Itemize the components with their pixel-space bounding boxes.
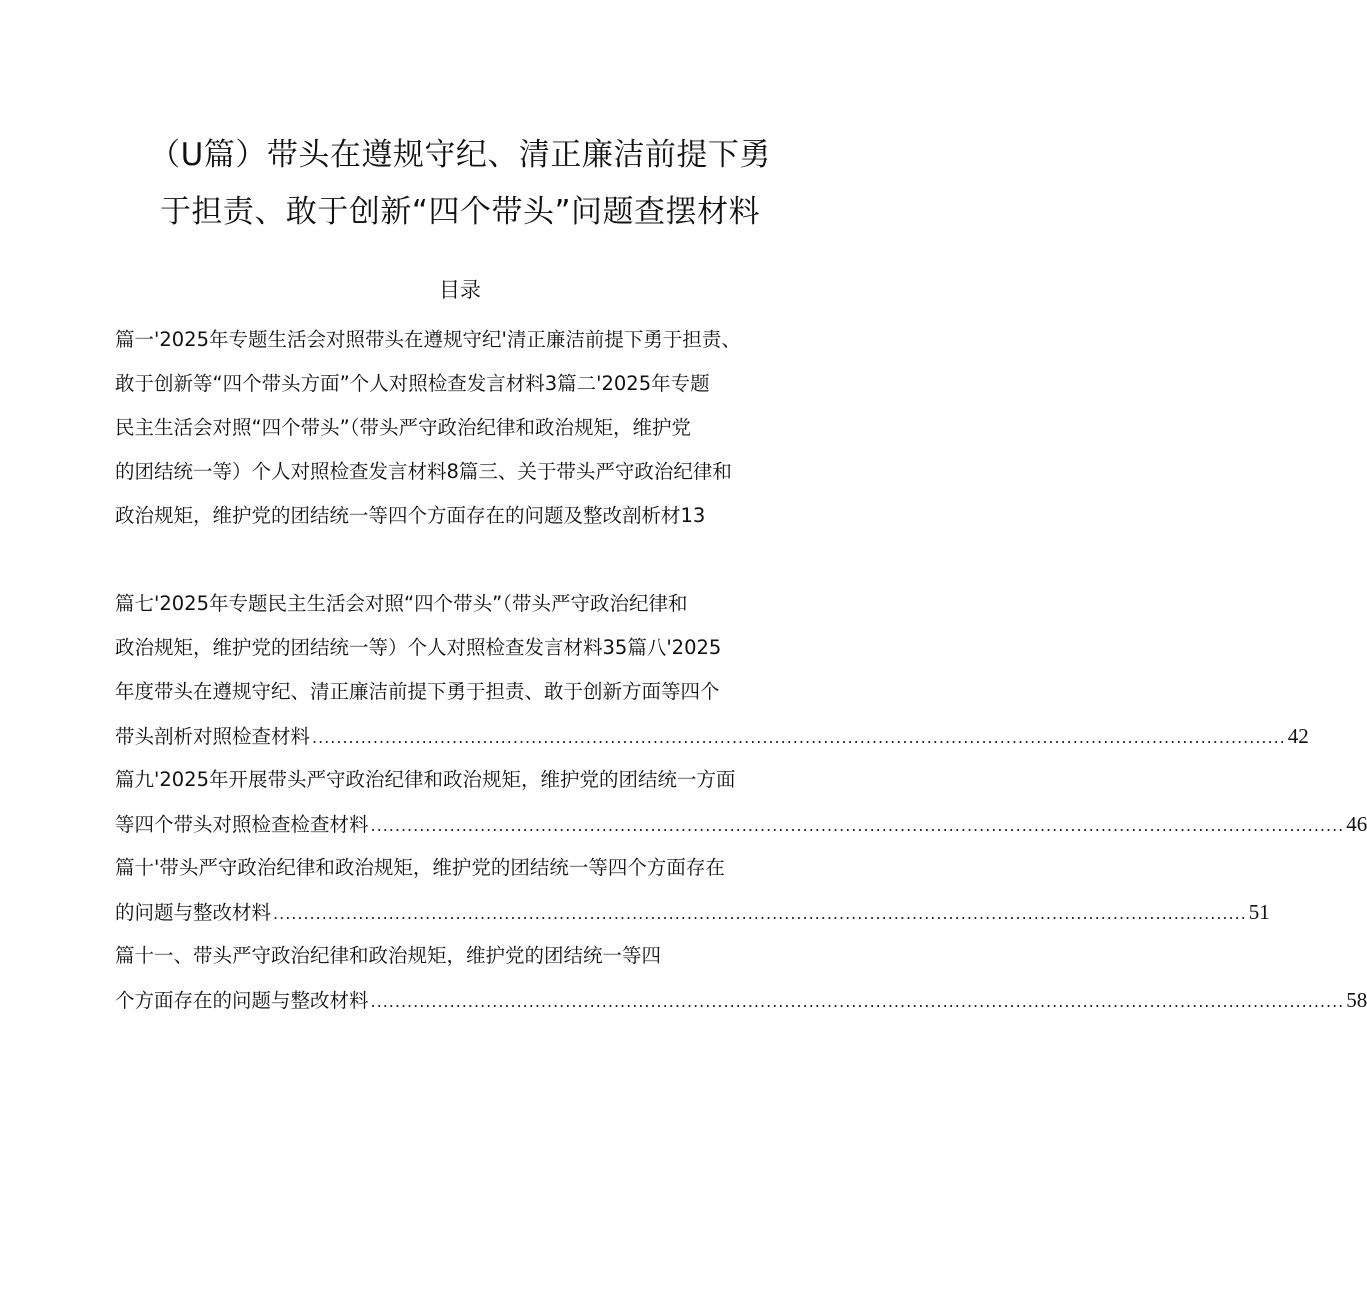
title-line-1: （U篇）带头在遵规守纪、清正廉洁前提下勇 — [149, 137, 771, 173]
toc-text-line: 政治规矩，维护党的团结统一等）个人对照检查发言材料35篇八'2025 — [115, 636, 722, 659]
title-line-2: 于担责、敢于创新“四个带头”问题查摆材料 — [159, 194, 761, 230]
dot-leader: ................................................................................................................................................................ — [312, 728, 1286, 747]
toc-text-line: 敢于创新等“四个带头方面”个人对照检查发言材料3篇二'2025年专题 — [115, 372, 710, 395]
toc-entry-9-line-1[interactable]: 篇九'2025年开展带头严守政治纪律和政治规矩，维护党的团结统一方面 — [115, 768, 736, 791]
dot-leader: ................................................................................................................................................................ — [370, 816, 1345, 835]
toc-heading: 目录 — [439, 278, 481, 302]
toc-text-line: 年度带头在遵规守纪、清正廉洁前提下勇于担责、敢于创新方面等四个 — [115, 680, 720, 703]
toc-page-number: 58 — [1346, 988, 1367, 1012]
toc-entry-8-last-line[interactable] — [115, 714, 1309, 758]
toc-entry-text: 的问题与整改材料 — [115, 901, 272, 924]
toc-text-line: 的团结统一等）个人对照检查发言材料8篇三、关于带头严守政治纪律和 — [115, 460, 732, 483]
toc-entry-10-line-1[interactable]: 篇十'带头严守政治纪律和政治规矩，维护党的团结统一等四个方面存在 — [115, 856, 725, 879]
document-title — [0, 127, 920, 241]
toc-page-number: 51 — [1248, 900, 1270, 924]
toc-entry-9-line-2[interactable] — [115, 802, 1367, 846]
toc-text-line: 民主生活会对照“四个带头”（带头严守政治纪律和政治规矩，维护党 — [115, 416, 691, 439]
toc-entry-11-line-2[interactable] — [115, 978, 1367, 1022]
table-of-contents — [115, 318, 1367, 1022]
toc-text-line: 篇七'2025年专题民主生活会对照“四个带头”（带头严守政治纪律和 — [115, 592, 688, 615]
dot-leader: ................................................................................................................................................................ — [273, 904, 1247, 923]
toc-entry-10-line-2[interactable] — [115, 890, 1270, 934]
toc-entry-text: 等四个带头对照检查检查材料 — [115, 813, 369, 836]
toc-entry-11-line-1[interactable]: 篇十一、带头严守政治纪律和政治规矩，维护党的团结统一等四 — [115, 944, 662, 967]
toc-text-line: 政治规矩，维护党的团结统一等四个方面存在的问题及整改剖析材13 — [115, 504, 706, 527]
toc-text-line: 篇一'2025年专题生活会对照带头在遵规守纪'清正廉洁前提下勇于担责、 — [115, 328, 741, 351]
paragraph-gap — [115, 538, 835, 582]
toc-page-number: 42 — [1287, 724, 1309, 748]
toc-entry-text: 个方面存在的问题与整改材料 — [115, 989, 369, 1012]
toc-page-number: 46 — [1346, 812, 1367, 836]
dot-leader: ................................................................................................................................................................ — [370, 992, 1345, 1011]
toc-entry-text: 带头剖析对照检查材料 — [115, 725, 311, 748]
